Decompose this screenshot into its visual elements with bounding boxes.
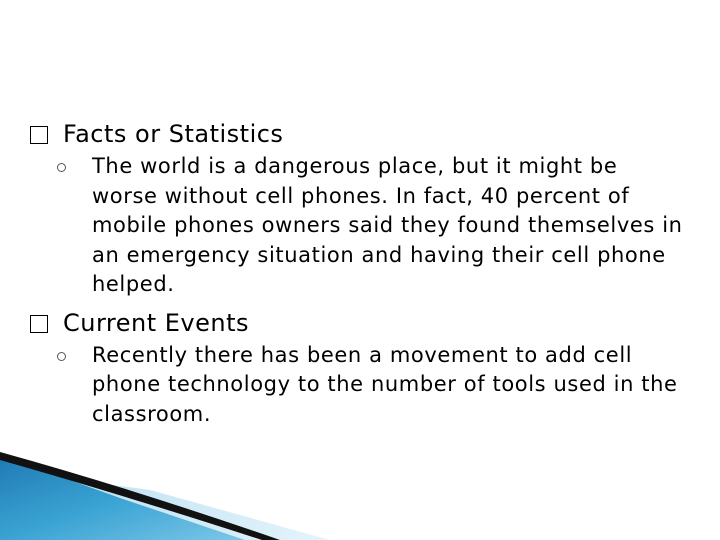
sub-bullet-facts <box>55 152 690 300</box>
circle-bullet-icon <box>57 352 66 361</box>
heading-current-events-text: Current Events <box>63 308 250 337</box>
heading-current-events <box>30 306 690 340</box>
slide-content <box>30 117 690 429</box>
sub-bullet-current-events-text: Recently there has been a movement to add cell phone technology to the number of tools used in the classroom. <box>92 342 678 426</box>
square-bullet-icon <box>30 126 48 144</box>
sub-bullet-facts-text: The world is a dangerous place, but it might be worse without cell phones. In fact, 40 percent of mobile phones owners said they found themselves in an emergency situation and having their cell phone helped. <box>92 154 683 296</box>
heading-facts-text: Facts or Statistics <box>63 120 284 148</box>
section-facts <box>30 117 690 300</box>
heading-facts <box>30 117 690 151</box>
square-bullet-icon <box>30 315 48 333</box>
section-current-events <box>30 306 690 430</box>
circle-bullet-icon <box>57 163 66 172</box>
sub-bullet-current-events <box>55 341 690 430</box>
